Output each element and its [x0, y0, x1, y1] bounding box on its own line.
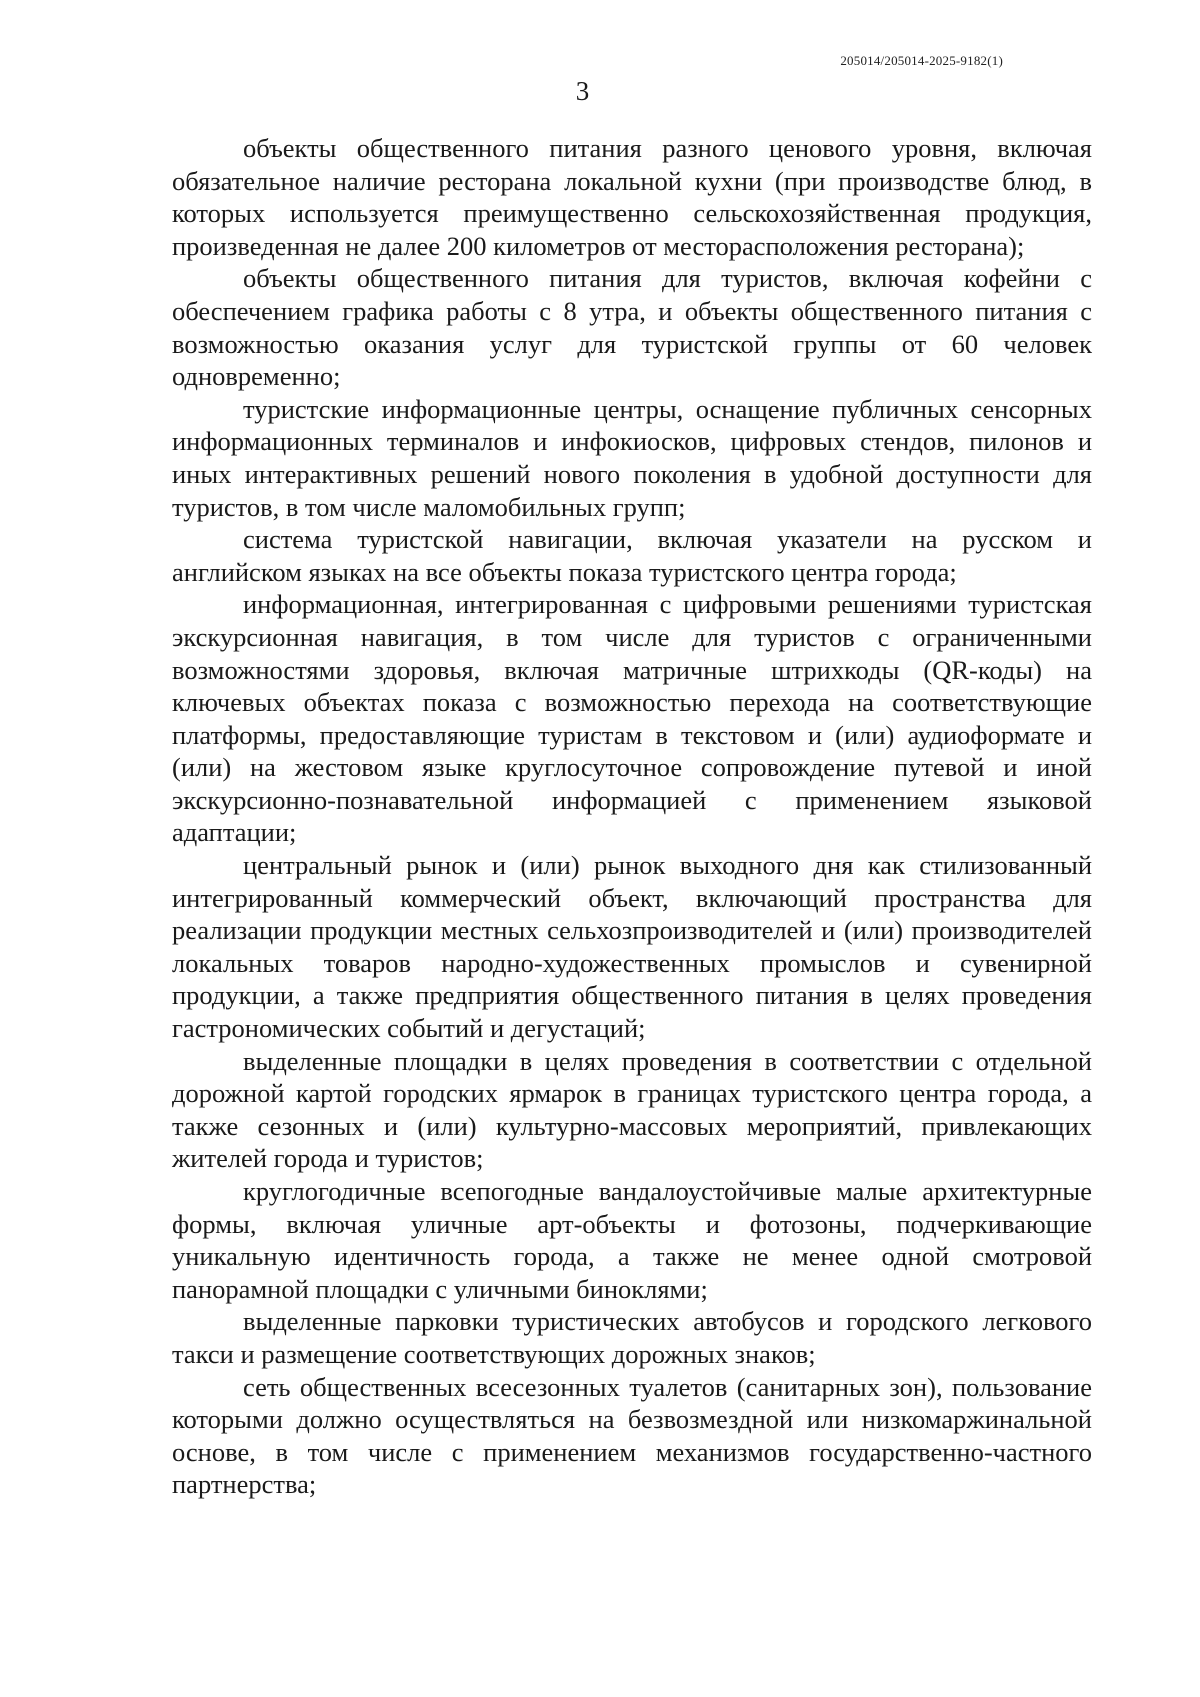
paragraph-catering-price-levels: объекты общественного питания разного ценового уровня, включая обязательное наличие ресторана локальной кухни (при производстве блюд, в которых используется преимущественно сельскохозяйственная продукция, произведенная не далее 200 километров от месторасположения ресторана);	[172, 133, 1092, 261]
page-number: 3	[575, 76, 590, 106]
document-body	[172, 132, 1092, 1501]
paragraph-public-toilets: сеть общественных всесезонных туалетов (санитарных зон), пользование которыми должно осуществляться на безвозмездной или низкомаржинальной основе, в том числе с применением механизмов государственно-частного партнерства;	[172, 1371, 1092, 1500]
paragraph-fair-sites: выделенные площадки в целях проведения в соответствии с отдельной дорожной картой городских ярмарок в границах туристского центра города, а также сезонных и (или) культурно-массовых мероприятий, привлекающих жителей города и туристов;	[172, 1045, 1092, 1174]
document-code: 205014/205014-2025-9182(1)	[840, 53, 1003, 68]
paragraph-excursion-navigation: информационная, интегрированная с цифровыми решениями туристская экскурсионная навигация, в том числе для туристов с ограниченными возможностями здоровья, включая матричные штрихкоды (QR-коды) на ключевых объектах показа с возможностью перехода на соответствующие платформы, предоставляющие туристам в текстовом и (или) аудиоформате и (или) на жестовом языке круглосуточное сопровождение путевой и иной экскурсионно-познавательной информацией с применением языковой адаптации;	[172, 589, 1092, 848]
paragraph-small-architectural-forms: круглогодичные всепогодные вандалоустойчивые малые архитектурные формы, включая уличные арт-объекты и фотозоны, подчеркивающие уникальную идентичность города, а также не менее одной смотровой панорамной площадки с уличными биноклями;	[172, 1176, 1092, 1304]
paragraph-bus-parking: выделенные парковки туристических автобусов и городского легкового такси и размещение соответствующих дорожных знаков;	[172, 1306, 1092, 1369]
paragraph-navigation-system: система туристской навигации, включая указатели на русском и английском языках на все объекты показа туристского центра города;	[172, 524, 1092, 587]
paragraph-catering-tourists: объекты общественного питания для туристов, включая кофейни с обеспечением графика работы с 8 утра, и объекты общественного питания с возможностью оказания услуг для туристской группы от 60 человек одновременно;	[172, 263, 1092, 392]
paragraph-info-centers: туристские информационные центры, оснащение публичных сенсорных информационных терминалов и инфокиосков, цифровых стендов, пилонов и иных интерактивных решений нового поколения в удобной доступности для туристов, в том числе маломобильных групп;	[172, 393, 1092, 522]
paragraph-central-market: центральный рынок и (или) рынок выходного дня как стилизованный интегрированный коммерческий объект, включающий пространства для реализации продукции местных сельхозпроизводителей и (или) производителей локальных товаров народно-художественных промыслов и сувенирной продукции, а также предприятия общественного питания в целях проведения гастрономических событий и дегустаций;	[172, 850, 1092, 1044]
